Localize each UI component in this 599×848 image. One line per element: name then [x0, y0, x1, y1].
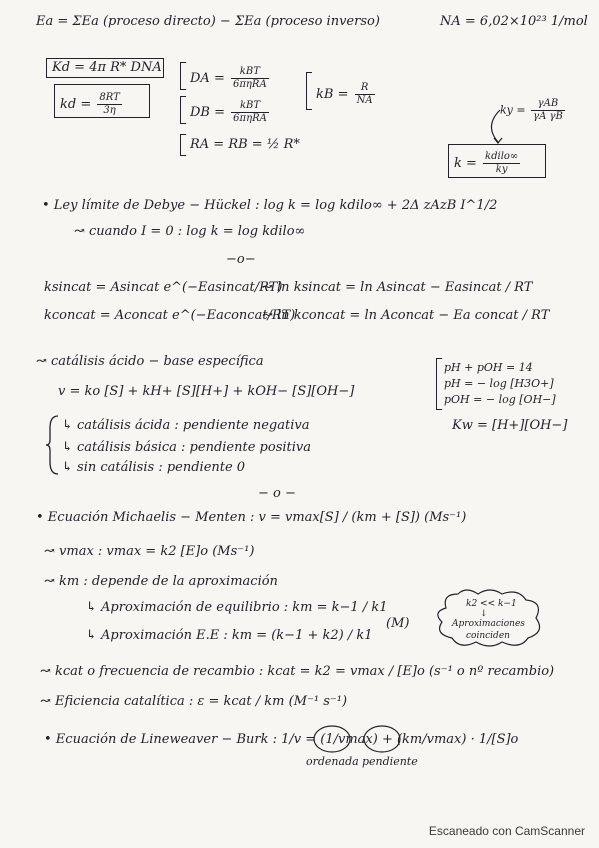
k-lhs: k = — [454, 156, 477, 171]
slope-label: pendiente — [362, 755, 418, 768]
catalysis-none: ↳ sin catálisis : pendiente 0 — [62, 460, 246, 475]
ph-definition: pH = − log [H3O+] — [444, 377, 554, 390]
equilibrium-approximation: ↳ Aproximación de equilibrio : km = k−1 / k1 — [86, 600, 388, 615]
cloud-note-arrow: ↓ — [480, 609, 488, 619]
kd-viscosity-lhs: kd = — [60, 97, 92, 112]
k-fraction — [483, 151, 520, 176]
cloud-note-coinciden: coinciden — [466, 631, 510, 641]
vmax-formula: ↝ vmax : vmax = k2 [E]o (Ms⁻¹) — [44, 544, 255, 559]
kb-num: R — [355, 82, 375, 95]
kb-formula — [316, 82, 377, 107]
cloud-note-condition: k2 << k−1 — [466, 599, 517, 609]
kb-den: NA — [356, 95, 373, 106]
da-den: 6πηRA — [232, 79, 267, 90]
kd-viscosity-den: 3η — [103, 105, 116, 116]
k-num: kdilo∞ — [485, 151, 519, 162]
db-bracket — [180, 96, 186, 124]
slope-circle — [362, 724, 402, 754]
catalysis-brace — [46, 414, 60, 476]
radius-bracket — [180, 134, 186, 156]
kcat-formula: ↝ kcat o frecuencia de recambio : kcat = k2 = vmax / [E]o (s⁻¹ o nº recambio) — [40, 664, 555, 679]
ky-lhs: ky = — [500, 103, 526, 117]
catalysis-acid: ↳ catálisis ácida : pendiente negativa — [62, 418, 310, 433]
kb-fraction — [355, 82, 375, 107]
km-title: ↝ km : depende de la aproximación — [44, 574, 278, 589]
ph-bracket — [436, 358, 442, 410]
da-lhs: DA = — [190, 71, 225, 86]
debye-huckel-law: • Ley límite de Debye − Hückel : log k = log kdilo∞ + 2Δ zAzB I^1/2 — [42, 198, 498, 213]
da-num: kBT — [231, 66, 269, 79]
ky-den: γA γB — [533, 111, 563, 122]
kconcat-ln: ↝ ln kconcat = ln Aconcat − Ea concat / RT — [262, 308, 550, 323]
cloud-note-approximations: Aproximaciones — [452, 619, 525, 629]
ksincat-formula: ksincat = Asincat e^(−Easincat/RT) — [44, 280, 283, 295]
separator-1: −o− — [226, 252, 256, 267]
ky-arrow-icon — [480, 108, 540, 148]
ksincat-ln: ↝ ln ksincat = ln Asincat − Easincat / RT — [262, 280, 533, 295]
kw-formula: Kw = [H+][OH−] — [452, 418, 568, 433]
catalytic-efficiency: ↝ Eficiencia catalítica : ε = kcat / km (M⁻¹ s⁻¹) — [40, 694, 348, 709]
ph-relation: pH + pOH = 14 — [444, 361, 533, 374]
db-den: 6πηRA — [233, 113, 267, 124]
lineweaver-burk-equation: • Ecuación de Lineweaver − Burk : 1/v = (1/vmax) + (km/vmax) · 1/[S]o — [44, 732, 519, 747]
catalysis-basic: ↳ catálisis básica : pendiente positiva — [62, 440, 311, 455]
activation-energy-formula: Ea = ΣEa (proceso directo) − ΣEa (proceso inverso) — [36, 14, 380, 29]
kconcat-formula: kconcat = Aconcat e^(−Eaconcat/RT) — [44, 308, 296, 323]
ky-num: γAB — [531, 98, 565, 111]
db-formula — [190, 100, 271, 125]
k-den: ky — [495, 164, 508, 175]
intercept-circle — [312, 724, 352, 754]
da-formula — [190, 66, 271, 91]
radius-formula: RA = RB = ½ R* — [190, 137, 300, 152]
avogadro-constant: NA = 6,02×10²³ 1/mol — [440, 14, 588, 29]
k-formula — [454, 151, 522, 176]
separator-2: − o − — [258, 486, 296, 501]
steady-state-approximation: ↳ Aproximación E.E : km = (k−1 + k2) / k1 — [86, 628, 373, 643]
kd-viscosity-num: 8RT — [99, 92, 120, 103]
intercept-label: ordenada — [306, 755, 359, 768]
kd-formula: Kd = 4π R* DNA — [52, 60, 162, 75]
da-bracket — [180, 62, 186, 90]
catalysis-title: ↝ catálisis ácido − base específica — [36, 354, 264, 369]
debye-huckel-when: ↝ cuando I = 0 : log k = log kdilo∞ — [74, 224, 306, 239]
kd-viscosity-fraction — [97, 92, 121, 117]
da-fraction — [231, 66, 269, 91]
kd-viscosity-formula — [60, 92, 124, 117]
db-lhs: DB = — [190, 105, 226, 120]
db-fraction — [231, 100, 269, 125]
db-num: kBT — [231, 100, 269, 113]
poh-definition: pOH = − log [OH−] — [444, 393, 556, 406]
catalysis-rate: v = ko [S] + kH+ [S][H+] + kOH− [S][OH−] — [58, 384, 355, 399]
kb-lhs: kB = — [316, 87, 349, 102]
michaelis-menten-equation: • Ecuación Michaelis − Menten : v = vmax[S] / (km + [S]) (Ms⁻¹) — [36, 510, 467, 525]
scanner-watermark: Escaneado con CamScanner — [428, 824, 585, 838]
kb-bracket — [306, 72, 312, 110]
km-unit: (M) — [386, 616, 410, 631]
